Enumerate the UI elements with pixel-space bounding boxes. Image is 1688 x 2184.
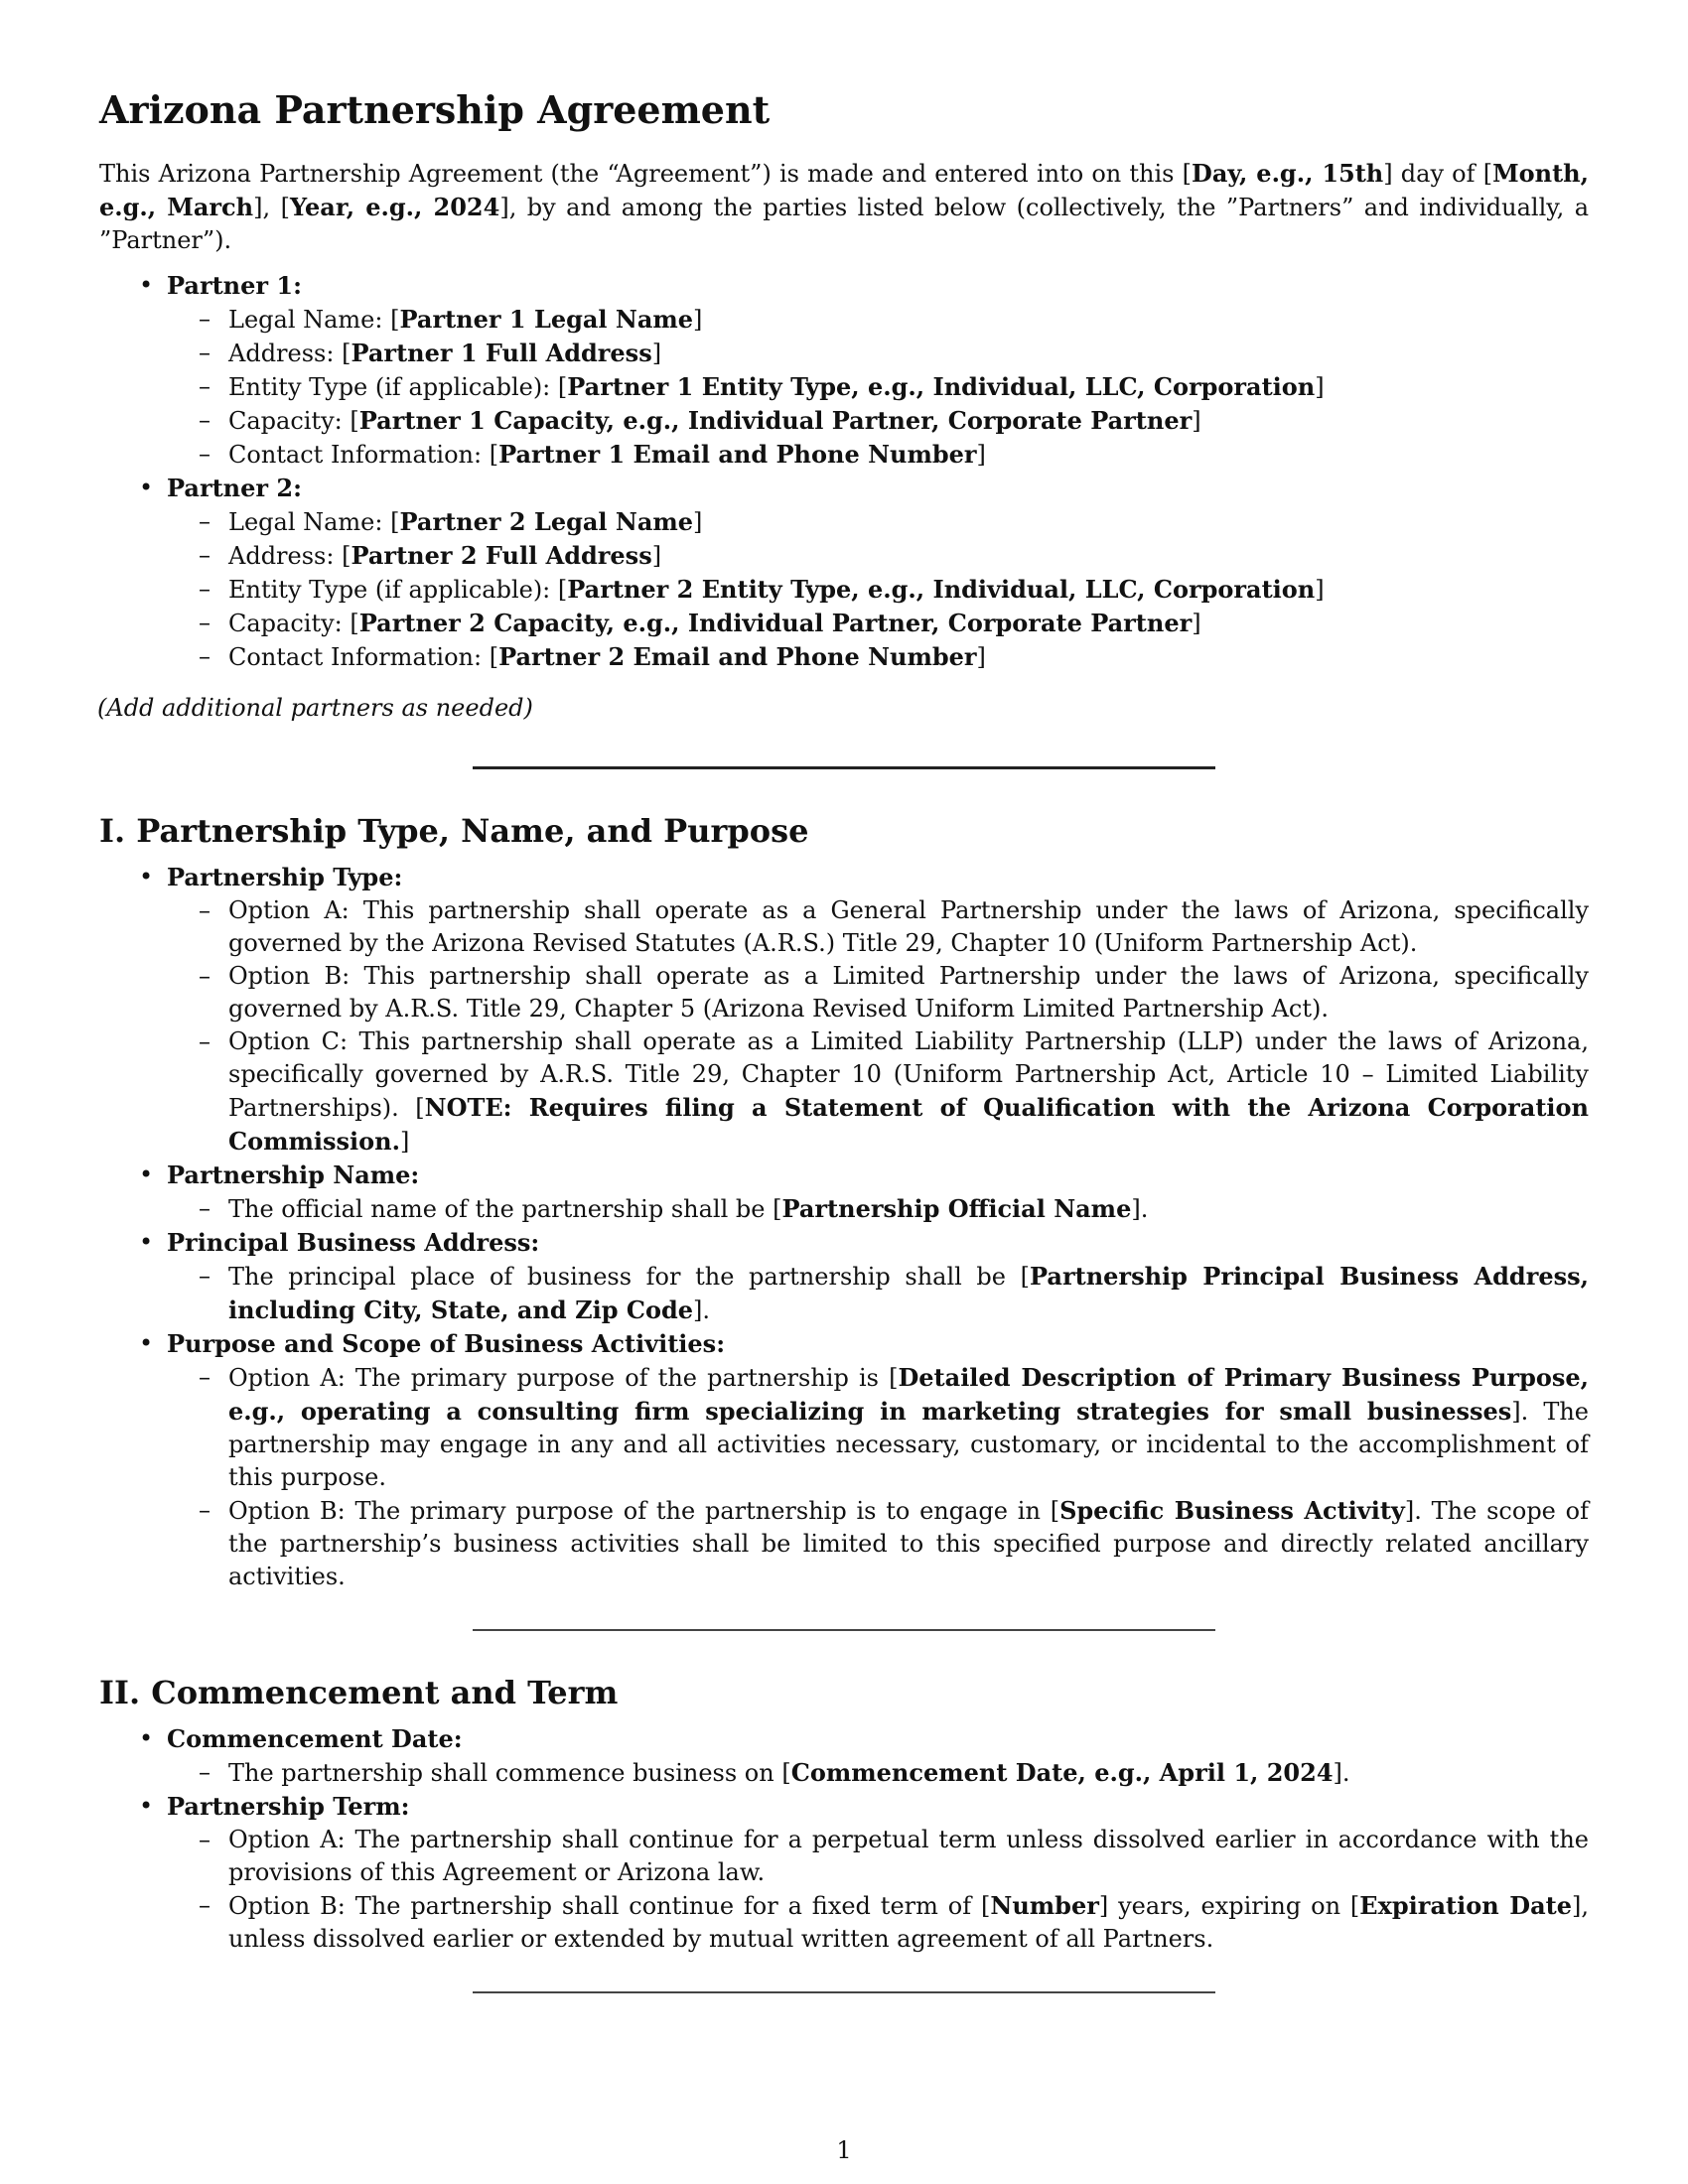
term-option-b: – Option B: The partnership shall continue for a fixed term of [Number] years, expiring on [Expiration Date], unless dissolved earlier or extended by mutual written agreement of all Partners. [228, 1889, 1589, 1956]
partner-item [167, 269, 1589, 472]
address-text: The principal place of business for the partnership shall be [228, 1263, 1021, 1291]
field-label: Entity Type (if applicable): [228, 373, 558, 401]
partner-field: – Contact Information: [Partner 2 Email and Phone Number] [228, 640, 1589, 674]
commencement-item [167, 1722, 1589, 1790]
type-option-c-note: NOTE: Requires filing a Statement of Qualification with the Arizona Corporation Commission. [228, 1093, 1589, 1156]
field-value: Partner 1 Capacity, e.g., Individual Partner, Corporate Partner [358, 406, 1193, 435]
commencement-heading: Commencement Date: [167, 1724, 463, 1753]
partnership-name-heading: Partnership Name: [167, 1160, 420, 1189]
expiration-placeholder: Expiration Date [1359, 1891, 1572, 1920]
field-label: Address: [228, 542, 343, 570]
partner-field: – Legal Name: [Partner 1 Legal Name] [228, 303, 1589, 337]
principal-address-text: – The principal place of business for the partnership shall be [Partnership Principal Business Address, including City, State, and Zip Code]. [228, 1260, 1589, 1327]
principal-address-item [167, 1226, 1589, 1327]
partner-field: – Entity Type (if applicable): [Partner 2 Entity Type, e.g., Individual, LLC, Corporation] [228, 573, 1589, 607]
partner-field: – Address: [Partner 2 Full Address] [228, 539, 1589, 573]
field-value: Partner 2 Full Address [351, 541, 652, 570]
intro-paragraph: This Arizona Partnership Agreement (the “Agreement”) is made and entered into on this [Day, e.g., 15th] day of [Month, e.g., March], [Year, e.g., 2024], by and among the parties listed below (collectively, the ”Partners” and individually, a ”Partner”). [99, 159, 1590, 254]
commence-end: . [1341, 1759, 1350, 1787]
document-title: Arizona Partnership Agreement [99, 87, 771, 132]
partner-field: – Address: [Partner 1 Full Address] [228, 337, 1589, 370]
name-placeholder: Partnership Official Name [781, 1194, 1132, 1223]
commencement-detail [167, 1756, 1589, 1790]
partner-field: – Capacity: [Partner 1 Capacity, e.g., Individual Partner, Corporate Partner] [228, 404, 1589, 438]
partners-list [99, 269, 1589, 674]
term-options [167, 1824, 1589, 1956]
partnership-type-heading: Partnership Type: [167, 863, 403, 891]
commencement-text: – The partnership shall commence business on [Commencement Date, e.g., April 1, 2024]. [228, 1756, 1589, 1790]
term-b-text-3: , unless dissolved earlier or extended by mutual written agreement of all Partners. [228, 1892, 1589, 1953]
name-text: The official name of the partnership shall be [228, 1195, 774, 1223]
document-page [99, 87, 1589, 1993]
purpose-options [167, 1361, 1589, 1593]
commencement-placeholder: Commencement Date, e.g., April 1, 2024 [790, 1758, 1334, 1787]
purpose-heading: Purpose and Scope of Business Activities: [167, 1329, 726, 1358]
field-label: Legal Name: [228, 508, 391, 536]
partner-field: – Legal Name: [Partner 2 Legal Name] [228, 505, 1589, 539]
section-divider [473, 1991, 1215, 1993]
purpose-b-placeholder: Specific Business Activity [1059, 1496, 1405, 1525]
intro-text-4: , by and among the parties listed below (collectively, the ”Partners” and individually, a ”Partner”). [99, 194, 1590, 254]
field-value: Partner 1 Entity Type, e.g., Individual, LLC, Corporation [567, 372, 1316, 401]
name-end: . [1140, 1195, 1149, 1223]
field-value: Partner 2 Email and Phone Number [498, 642, 977, 671]
intro-text-3: , [262, 194, 281, 221]
type-option-a: – Option A: This partnership shall operate as a General Partnership under the laws of Arizona, specifically governed by the Arizona Revised Statutes (A.R.S.) Title 29, Chapter 10 (Uniform Partnership Act). [228, 894, 1589, 960]
partner-fields [167, 303, 1589, 472]
field-label: Legal Name: [228, 306, 391, 334]
intro-text-2: day of [1392, 160, 1483, 188]
field-value: Partner 2 Capacity, e.g., Individual Partner, Corporate Partner [358, 609, 1193, 637]
term-heading: Partnership Term: [167, 1792, 410, 1821]
partnership-type-item [167, 861, 1589, 1159]
commence-text: The partnership shall commence business on [228, 1759, 782, 1787]
number-placeholder: Number [990, 1891, 1099, 1920]
purpose-a-placeholder: Detailed Description of Primary Business Purpose, e.g., operating a consulting firm specializing in marketing strategies for small businesses [228, 1363, 1589, 1426]
field-label: Entity Type (if applicable): [228, 576, 558, 604]
partner-heading: Partner 1: [167, 271, 302, 300]
intro-text-1: This Arizona Partnership Agreement (the “Agreement”) is made and entered into on this [99, 160, 1183, 188]
term-b-text-2: years, expiring on [1108, 1892, 1350, 1920]
purpose-a-end: . The partnership may engage in any and all activities necessary, customary, or incidental to the accomplishment of this purpose. [228, 1398, 1589, 1491]
field-value: Partner 1 Email and Phone Number [498, 440, 977, 469]
section-2-heading: II. Commencement and Term [99, 1674, 619, 1711]
partner-item [167, 472, 1589, 674]
address-placeholder: Partnership Principal Business Address, including City, State, and Zip Code [228, 1262, 1589, 1324]
purpose-b-text: Option B: The primary purpose of the partnership is to engage in [228, 1497, 1051, 1525]
field-label: Contact Information: [228, 441, 490, 469]
term-b-text-1: Option B: The partnership shall continue for a fixed term of [228, 1892, 981, 1920]
month-placeholder: Month, e.g., March [99, 159, 1589, 221]
purpose-b-end: . The scope of the partnership’s business activities shall be limited to this specified purpose and directly related ancillary activities. [228, 1497, 1589, 1590]
partner-fields [167, 505, 1589, 674]
type-option-c: – Option C: This partnership shall operate as a Limited Liability Partnership (LLP) under the laws of Arizona, specifically governed by A.R.S. Title 29, Chapter 10 (Uniform Partnership Act, Article 10 – Limited Liability Partnerships). [NOTE: Requires filing a Statement of Qualification with the Arizona Corporation Commission.] [228, 1025, 1589, 1159]
section-1-list [99, 861, 1589, 1593]
type-option-b: – Option B: This partnership shall operate as a Limited Partnership under the laws of Arizona, specifically governed by A.R.S. Title 29, Chapter 5 (Arizona Revised Uniform Limited Partnership Act). [228, 960, 1589, 1025]
partnership-name-item [167, 1159, 1589, 1226]
section-2-list [99, 1722, 1589, 1956]
year-placeholder: Year, e.g., 2024 [289, 193, 500, 221]
section-1-heading: I. Partnership Type, Name, and Purpose [99, 812, 809, 850]
field-label: Capacity: [228, 610, 351, 637]
principal-address-detail [167, 1260, 1589, 1327]
purpose-option-b: – Option B: The primary purpose of the partnership is to engage in [Specific Business Activity]. The scope of the partnership’s business activities shall be limited to this specified purpose and directly related ancillary activities. [228, 1494, 1589, 1593]
day-placeholder: Day, e.g., 15th [1192, 159, 1384, 188]
partner-field: – Contact Information: [Partner 1 Email and Phone Number] [228, 438, 1589, 472]
field-value: Partner 1 Full Address [351, 339, 652, 367]
type-option-c-text: Option C: This partnership shall operate as a Limited Liability Partnership (LLP) under the laws of Arizona, specifically governed by A.R.S. Title 29, Chapter 10 (Uniform Partnership Act, Article 10 – Limited Liability Partnerships). [228, 1027, 1589, 1122]
field-label: Address: [228, 340, 343, 367]
partner-heading: Partner 2: [167, 474, 302, 502]
partnership-name-detail [167, 1192, 1589, 1226]
purpose-option-a: – Option A: The primary purpose of the partnership is [Detailed Description of Primary Business Purpose, e.g., operating a consulting firm specializing in marketing strategies for small businesses]. The partnership may engage in any and all activities necessary, customary, or incidental to the accomplishment of this purpose. [228, 1361, 1589, 1494]
partnership-type-options [167, 894, 1589, 1159]
partnership-name-text: – The official name of the partnership shall be [Partnership Official Name]. [228, 1192, 1589, 1226]
address-end: . [702, 1297, 711, 1324]
field-value: Partner 2 Entity Type, e.g., Individual, LLC, Corporation [567, 575, 1316, 604]
field-label: Contact Information: [228, 643, 490, 671]
partner-field: – Capacity: [Partner 2 Capacity, e.g., Individual Partner, Corporate Partner] [228, 607, 1589, 640]
partner-field: – Entity Type (if applicable): [Partner 1 Entity Type, e.g., Individual, LLC, Corporation] [228, 370, 1589, 404]
field-value: Partner 1 Legal Name [399, 305, 694, 334]
field-label: Capacity: [228, 407, 351, 435]
principal-address-heading: Principal Business Address: [167, 1228, 540, 1257]
purpose-item [167, 1327, 1589, 1593]
term-item [167, 1790, 1589, 1956]
page-number: 1 [836, 2136, 852, 2164]
field-value: Partner 2 Legal Name [399, 507, 694, 536]
purpose-a-text: Option A: The primary purpose of the partnership is [228, 1364, 890, 1392]
term-option-a: – Option A: The partnership shall continue for a perpetual term unless dissolved earlier in accordance with the provisions of this Agreement or Arizona law. [228, 1824, 1589, 1889]
add-partners-note: (Add additional partners as needed) [97, 694, 533, 722]
